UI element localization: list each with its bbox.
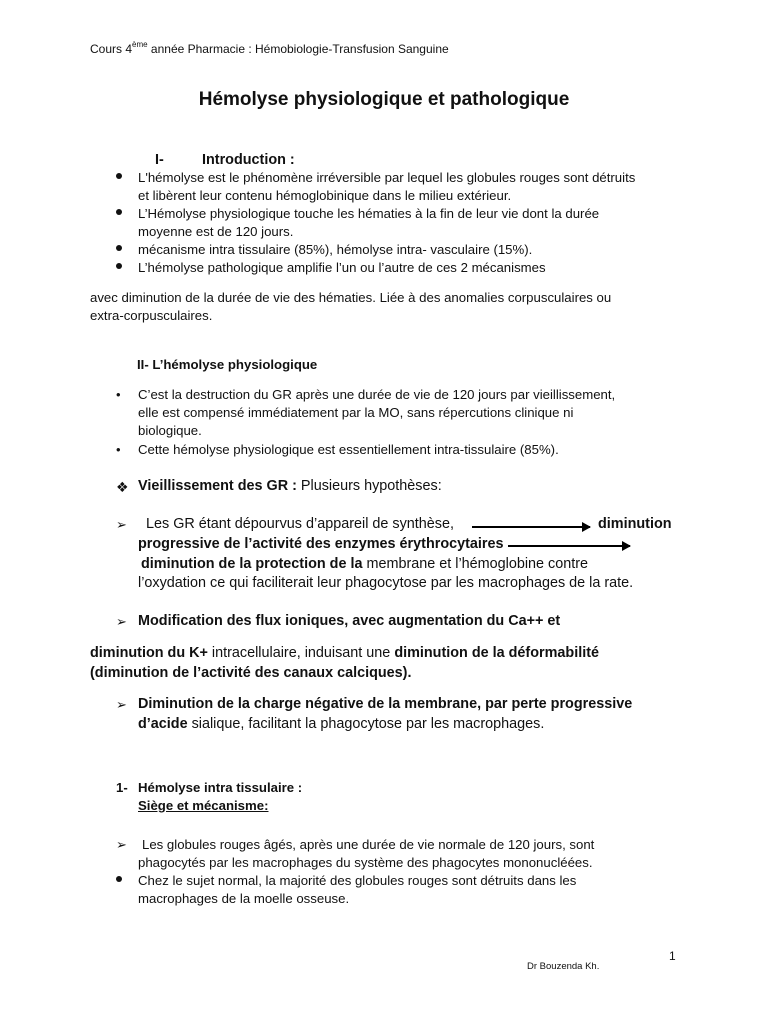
right-arrow-icon [508,545,630,547]
intro-bullet-1-line-2: et libèrent leur contenu hémoglobinique dans le milieu extérieur. [138,188,512,203]
section3-subheading: Siège et mécanisme: [138,798,269,813]
intro-paragraph-line-2: extra-corpusculaires. [90,308,213,323]
h2-line-2-bold-2: diminution de la déformabilité [394,645,599,661]
intra-item-1-line-1: Les globules rouges âgés, après une durée de vie normale de 120 jours, sont [142,837,595,852]
bullet-icon [116,876,122,882]
h1-line-3 [141,555,588,575]
arrowhead-bullet-icon: ➢ [116,837,127,852]
h1-line-1-end: diminution [598,516,672,532]
aging-heading [138,477,442,497]
intro-bullet-4: L’hémolyse pathologique amplifie l’un ou l’autre de ces 2 mécanismes [138,260,546,275]
h1-line-1-start: Les GR étant dépourvus d’appareil de synthèse, [146,516,454,532]
h1-line-2: progressive de l’activité des enzymes érythrocytaires [138,536,504,552]
arrowhead-bullet-icon: ➢ [116,517,127,532]
header-prefix: Cours 4 [90,42,133,56]
course-header [90,42,449,56]
h2-line-3: (diminution de l’activité des canaux calciques). [90,665,412,681]
bullet-icon [116,173,122,179]
intra-item-2-line-1: Chez le sujet normal, la majorité des globules rouges sont détruits dans les [138,873,577,888]
bullet-icon [116,209,122,215]
header-suffix: année Pharmacie : Hémobiologie-Transfusion Sanguine [147,42,449,56]
section1-number: I- [155,152,164,168]
section3-number: 1- [116,780,128,795]
h3-line-2-bold: d’acide [138,716,188,732]
right-arrow-icon [472,526,590,528]
physio-bullet-2: Cette hémolyse physiologique est essentiellement intra-tissulaire (85%). [138,442,559,457]
arrowhead-bullet-icon: ➢ [116,697,127,712]
intro-bullet-2-line-1: L’Hémolyse physiologique touche les hématies à la fin de leur vie dont la durée [138,206,600,221]
intro-bullet-1-line-1: L'hémolyse est le phénomène irréversible par lequel les globules rouges sont détruits [138,170,636,185]
h2-line-2-bold-1: diminution du K+ [90,645,208,661]
intro-paragraph-line-1: avec diminution de la durée de vie des hématies. Liée à des anomalies corpusculaires ou [90,290,612,305]
header-superscript: ème [132,40,148,49]
section2-heading: II- L’hémolyse physiologique [137,357,318,372]
h2-line-1: Modification des flux ioniques, avec augmentation du Ca++ et [138,613,561,629]
h2-line-2-normal: intracellulaire, induisant une [207,645,395,661]
document-title: Hémolyse physiologique et pathologique [198,89,570,110]
h3-line-2 [138,715,544,735]
physio-bullet-1-line-3: biologique. [138,423,202,438]
bullet-icon [116,263,122,269]
h1-line-3-normal: membrane et l’hémoglobine contre [362,556,589,572]
section1-heading: Introduction : [202,152,295,168]
h3-line-2-normal: sialique, facilitant la phagocytose par les macrophages. [187,716,545,732]
page-number: 1 [669,949,676,963]
aging-heading-normal: Plusieurs hypothèses: [296,478,442,494]
intra-item-1-line-2: phagocytés par les macrophages du système des phagocytes mononucléées. [138,855,593,870]
h3-line-1: Diminution de la charge négative de la membrane, par perte progressive [138,696,633,712]
h2-line-2 [90,644,599,664]
section3-heading: Hémolyse intra tissulaire : [138,780,303,795]
intro-bullet-3: mécanisme intra tissulaire (85%), hémolyse intra- vasculaire (15%). [138,242,533,257]
physio-bullet-1-line-2: elle est compensé immédiatement par la MO, sans répercutions clinique ni [138,405,574,420]
small-bullet-icon: • [116,387,121,402]
diamond-bullet-icon: ❖ [116,479,129,495]
arrowhead-bullet-icon: ➢ [116,614,127,629]
bullet-icon [116,245,122,251]
intra-item-2-line-2: macrophages de la moelle osseuse. [138,891,350,906]
intro-bullet-2-line-2: moyenne est de 120 jours. [138,224,294,239]
h1-line-3-bold: diminution de la protection de la [141,556,363,572]
small-bullet-icon: • [116,442,121,457]
aging-heading-bold: Vieillissement des GR : [138,478,297,494]
author-signature: Dr Bouzenda Kh. [527,961,600,972]
physio-bullet-1-line-1: C’est la destruction du GR après une durée de vie de 120 jours par vieillissement, [138,387,616,402]
h1-line-4: l’oxydation ce qui faciliterait leur phagocytose par les macrophages de la rate. [138,575,634,591]
